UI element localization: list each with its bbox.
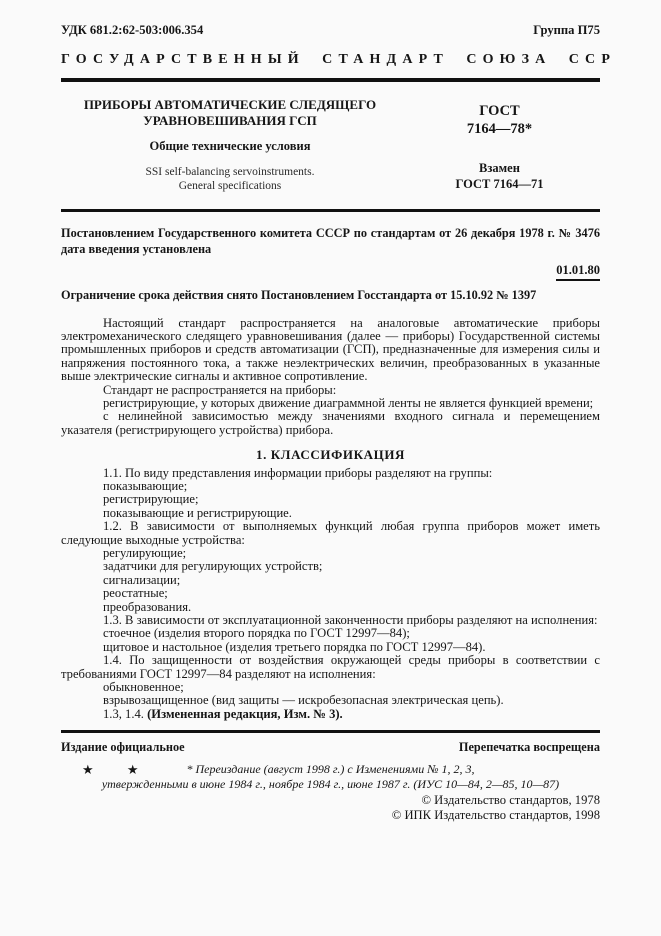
footer-divider bbox=[61, 730, 600, 733]
reissue-note-line1: * Переиздание (август 1998 г.) с Изменениями № 1, 2, 3, bbox=[186, 762, 475, 777]
standard-title-line1: ПРИБОРЫ АВТОМАТИЧЕСКИЕ СЛЕДЯЩЕГО bbox=[83, 97, 377, 112]
footer-row bbox=[61, 740, 600, 755]
copyright-line: © Издательство стандартов, 1978 bbox=[421, 793, 600, 808]
intro-paragraph: с нелинейной зависимостью между значениями входного сигнала и перемещением указателя (регистрирующего устройства) прибора. bbox=[61, 409, 600, 437]
classification-line: преобразования. bbox=[103, 599, 192, 614]
reprint-prohibited-label: Перепечатка воспрещена bbox=[458, 740, 600, 755]
standard-title-line2: УРАВНОВЕШИВАНИЯ ГСП bbox=[143, 113, 317, 128]
reissue-note-line2: утвержденными в июне 1984 г., ноябре 1984 г., июне 1987 г. (ИУС 10—84, 2—85, 10—87) bbox=[101, 776, 560, 791]
title-left-column bbox=[61, 97, 399, 193]
state-standard-header: ГОСУДАРСТВЕННЫЙ СТАНДАРТ СОЮЗА ССР bbox=[61, 52, 617, 67]
classification-line: реостатные; bbox=[103, 586, 168, 601]
official-edition-label: Издание официальное bbox=[61, 740, 185, 755]
group-code: Группа П75 bbox=[533, 23, 600, 37]
footer-note-block bbox=[61, 762, 600, 823]
replaces-block bbox=[399, 160, 600, 192]
amended-note-bold: (Измененная редакция, Изм. № 3). bbox=[147, 706, 343, 721]
intro-paragraph: Настоящий стандарт распространяется на аналоговые автоматические приборы электромеханического следящего уравновешивания (далее — приборы) Государственной системы промышленных приборов и средств автоматизации (ГСП), предназначенные для измерения силы и напряжения постоянного тока, а также неэлектрических величин, преобразованных в указанные выше электрические сигналы и активное сопротивление. bbox=[61, 315, 600, 384]
replaces-label: Взамен bbox=[479, 161, 520, 175]
classification-line: 1.4. По защищенности от воздействия окружающей среды приборы в соответствии с требованиями ГОСТ 12997—84 разделяют на исполнения: bbox=[61, 653, 600, 681]
limitation-paragraph: Ограничение срока действия снято Постановлением Госстандарта от 15.10.92 № 1397 bbox=[61, 287, 537, 302]
copyright-block bbox=[61, 793, 600, 823]
copyright-line: © ИПК Издательство стандартов, 1998 bbox=[391, 808, 600, 823]
replaces-number: ГОСТ 7164—71 bbox=[455, 177, 544, 191]
section-1-heading: 1. КЛАССИФИКАЦИЯ bbox=[255, 447, 406, 463]
classification-line: регистрирующие; bbox=[103, 492, 199, 507]
classification-line: сигнализации; bbox=[103, 572, 181, 587]
star-icons: ★ ★ bbox=[82, 762, 154, 778]
subtitle-en-line1: SSI self-balancing servoinstruments. bbox=[145, 166, 315, 178]
top-reference-row bbox=[61, 23, 600, 38]
classification-line: 1.2. В зависимости от выполняемых функций любая группа приборов может иметь следующие выходные устройства: bbox=[61, 519, 600, 547]
amended-note-prefix: 1.3, 1.4. bbox=[103, 706, 148, 721]
classification-line: 1.1. По виду представления информации приборы разделяют на группы: bbox=[103, 465, 493, 480]
classification-line: показывающие и регистрирующие. bbox=[103, 505, 292, 520]
intro-paragraph: регистрирующие, у которых движение диаграммной ленты не является функцией времени; bbox=[103, 395, 594, 410]
classification-line: регулирующие; bbox=[103, 546, 187, 560]
effective-date: 01.01.80 bbox=[556, 263, 600, 281]
top-divider bbox=[61, 78, 600, 82]
gost-number: 7164—78* bbox=[466, 121, 533, 137]
subtitle-en-line2: General specifications bbox=[178, 180, 282, 192]
standard-subtitle-english bbox=[61, 165, 399, 193]
classification-line: взрывозащищенное (вид защиты — искробезопасная электрическая цепь). bbox=[103, 693, 504, 708]
gost-label: ГОСТ bbox=[479, 103, 520, 119]
classification-line: стоечное (изделия второго порядка по ГОСТ 12997—84); bbox=[103, 626, 410, 641]
title-block bbox=[61, 97, 600, 193]
classification-line: показывающие; bbox=[103, 478, 188, 493]
amended-note-line bbox=[61, 708, 600, 721]
intro-paragraph: Стандарт не распространяется на приборы: bbox=[103, 382, 337, 397]
classification-line: обыкновенное; bbox=[103, 680, 184, 695]
classification-line: задатчики для регулирующих устройств; bbox=[103, 559, 323, 574]
document-body bbox=[61, 317, 600, 722]
title-right-column bbox=[399, 97, 600, 193]
title-divider bbox=[61, 209, 600, 212]
udk-code: УДК 681.2:62-503:006.354 bbox=[61, 23, 204, 37]
effective-date-row bbox=[61, 261, 600, 281]
standard-subtitle: Общие технические условия bbox=[149, 139, 311, 153]
classification-line: щитовое и настольное (изделия третьего порядка по ГОСТ 12997—84). bbox=[103, 639, 486, 654]
classification-line: 1.3. В зависимости от эксплуатационной законченности приборы разделяют на исполнения: bbox=[103, 613, 598, 628]
decree-paragraph: Постановлением Государственного комитета СССР по стандартам от 26 декабря 1978 г. № 3476 дата введения установлена bbox=[61, 225, 600, 256]
